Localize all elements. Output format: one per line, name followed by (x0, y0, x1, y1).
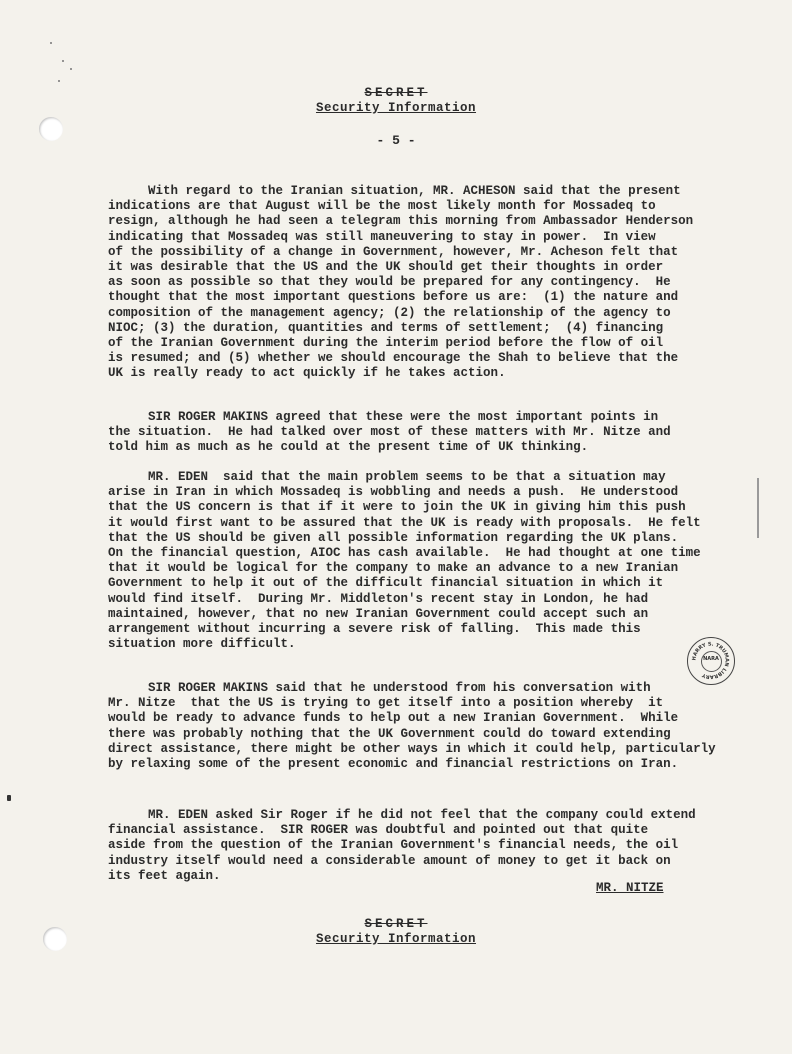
text-line: it would first want to be assured that the UK is ready with proposals. He felt (108, 515, 701, 530)
text-line: of the possibility of a change in Government, however, Mr. Acheson felt that (108, 244, 679, 259)
paragraph-makins-conversation (108, 681, 768, 772)
text-line: With regard to the Iranian situation, MR. ACHESON said that the present (148, 184, 681, 198)
text-line: its feet again. (108, 868, 221, 883)
stamp-ring-label: HARRY S. TRUMAN LIBRARY (691, 641, 730, 680)
text-line: maintained, however, that no new Iranian Government could accept such an (108, 606, 649, 621)
text-line: indicating that Mossadeq was still maneuvering to stay in power. In view (108, 229, 656, 244)
text-line: SIR ROGER MAKINS agreed that these were the most important points in (148, 410, 659, 424)
classification-footer: SECRET (364, 917, 428, 931)
text-line: there was probably nothing that the UK Government could do toward extending (108, 726, 671, 741)
text-line: that the US concern is that if it were to join the UK in giving him this push (108, 500, 686, 515)
text-line: arise in Iran in which Mossadeq is wobbling and needs a push. He understood (108, 485, 679, 500)
text-line: On the financial question, AIOC has cash available. He had thought at one time (108, 546, 701, 561)
margin-arrow-mark (7, 795, 11, 801)
text-line: is resumed; and (5) whether we should encourage the Shah to believe that the (108, 351, 679, 366)
text-line: the situation. He had talked over most of these matters with Mr. Nitze and (108, 425, 671, 440)
paragraph-eden-question (108, 808, 768, 884)
text-line: NIOC; (3) the duration, quantities and terms of settlement; (4) financing (108, 320, 664, 335)
text-line: Government to help it out of the difficult financial situation in which it (108, 576, 664, 591)
paragraph-eden (108, 470, 768, 652)
text-line: situation more difficult. (108, 637, 296, 652)
text-line: arrangement without incurring a severe risk of falling. This made this (108, 622, 641, 637)
text-line: would find itself. During Mr. Middleton's recent stay in London, he had (108, 591, 649, 606)
archive-stamp (687, 637, 735, 685)
paragraph-acheson (108, 184, 768, 382)
paper-speck (58, 80, 60, 82)
classification-header: SECRET (364, 86, 428, 100)
text-line: indications are that August will be the most likely month for Mossadeq to (108, 199, 656, 214)
paper-speck (50, 42, 52, 44)
text-line: composition of the management agency; (2) the relationship of the agency to (108, 305, 671, 320)
text-line: told him as much as he could at the present time of UK thinking. (108, 440, 589, 455)
text-line: that it would be logical for the company to make an advance to a new Iranian (108, 561, 679, 576)
paragraph-makins-agreement (108, 410, 768, 456)
paper-speck (70, 68, 72, 70)
stamp-center-label: NARA (703, 656, 719, 662)
text-line: thought that the most important questions before us are: (1) the nature and (108, 290, 679, 305)
text-line: that the US should be given all possible information regarding the UK plans. (108, 530, 679, 545)
text-line: UK is really ready to act quickly if he takes action. (108, 366, 506, 381)
text-line: SIR ROGER MAKINS said that he understood from his conversation with (148, 681, 651, 695)
text-line: industry itself would need a considerable amount of money to get it back on (108, 853, 671, 868)
text-line: would be ready to advance funds to help out a new Iranian Government. While (108, 711, 679, 726)
text-line: MR. EDEN said that the main problem seems to be that a situation may (148, 470, 666, 484)
text-line: of the Iranian Government during the interim period before the flow of oil (108, 336, 664, 351)
security-information-header: Security Information (315, 101, 477, 115)
text-line: it was desirable that the US and the UK should get their thoughts in order (108, 260, 664, 275)
text-line: MR. EDEN asked Sir Roger if he did not feel that the company could extend (148, 808, 696, 822)
text-line: as soon as possible so that they would be prepared for any contingency. He (108, 275, 671, 290)
text-line: aside from the question of the Iranian Government's financial needs, the oil (108, 838, 679, 853)
text-line: resign, although he had seen a telegram this morning from Ambassador Henderson (108, 214, 694, 229)
text-line: financial assistance. SIR ROGER was doubtful and pointed out that quite (108, 823, 649, 838)
paper-speck (62, 60, 64, 62)
speaker-signature: MR. NITZE (596, 881, 664, 895)
text-line: Mr. Nitze that the US is trying to get itself into a position whereby it (108, 696, 664, 711)
text-line: by relaxing some of the present economic and financial restrictions on Iran. (108, 757, 679, 772)
security-information-footer: Security Information (315, 932, 477, 946)
page-number: - 5 - (376, 133, 416, 148)
text-line: direct assistance, there might be other ways in which it could help, particularly (108, 741, 716, 756)
